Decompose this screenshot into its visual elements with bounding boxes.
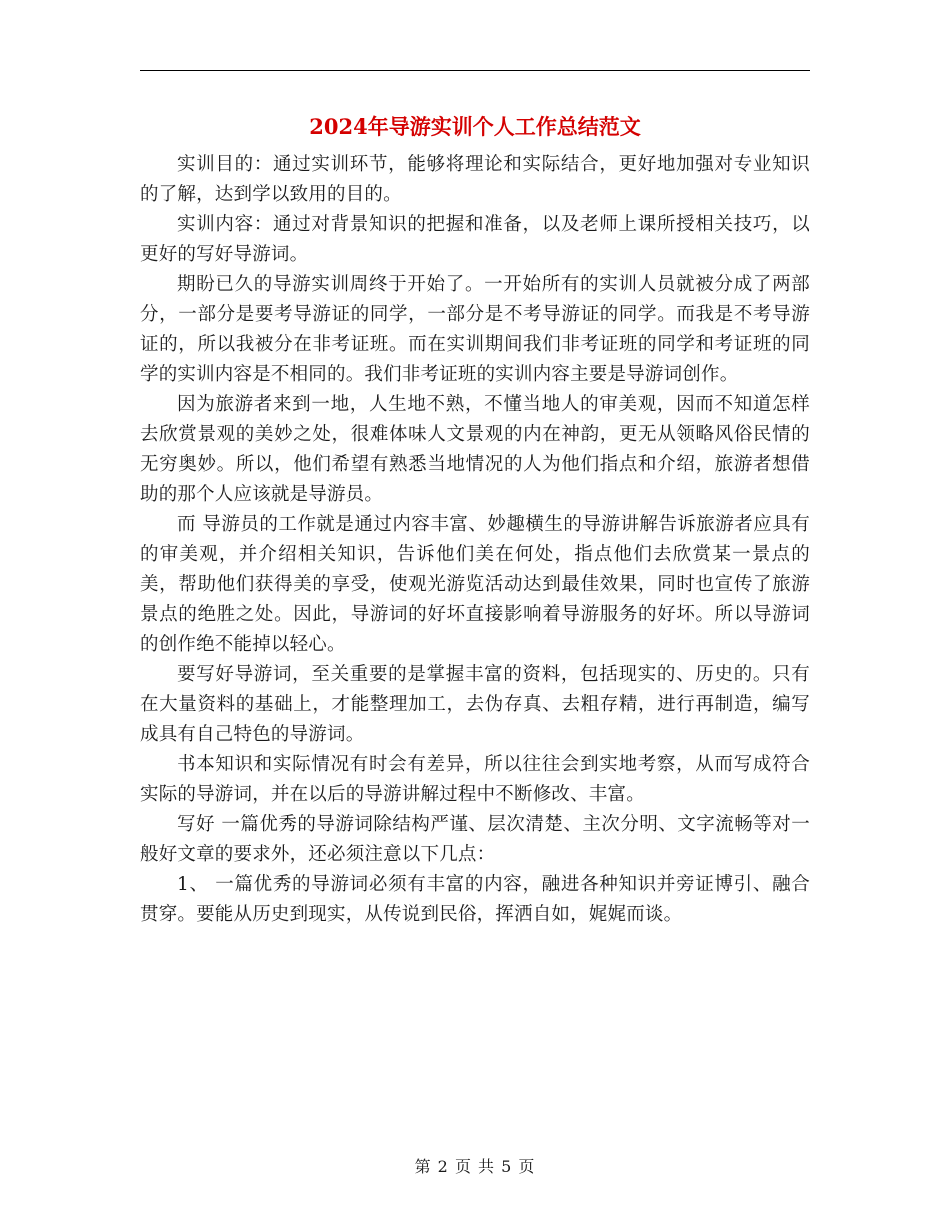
paragraph-training-content: 实训内容：通过对背景知识的把握和准备，以及老师上课所授相关技巧，以更好的写好导游词。	[140, 214, 810, 265]
document-title: 2024年导游实训个人工作总结范文	[309, 114, 641, 139]
header-rule	[140, 70, 810, 71]
paragraph-field-study: 书本知识和实际情况有时会有差异，所以往往会到实地考察，从而写成符合实际的导游词，并在以后的导游讲解过程中不断修改、丰富。	[140, 754, 810, 805]
paragraph-training-purpose: 实训目的：通过实训环节，能够将理论和实际结合，更好地加强对专业知识的了解，达到学以致用的目的。	[140, 154, 810, 205]
document-body	[140, 150, 810, 930]
paragraph-materials: 要写好导游词，至关重要的是掌握丰富的资料，包括现实的、历史的。只有在大量资料的基础上，才能整理加工，去伪存真、去粗存精，进行再制造，编写成具有自己特色的导游词。	[140, 664, 810, 745]
paragraph-writing-requirements: 写好 一篇优秀的导游词除结构严谨、层次清楚、主次分明、文字流畅等对一般好文章的要求外，还必须注意以下几点：	[140, 814, 810, 865]
paragraph-guide-role: 而 导游员的工作就是通过内容丰富、妙趣横生的导游讲解告诉旅游者应具有的审美观，并介绍相关知识，告诉他们美在何处，指点他们去欣赏某一景点的美，帮助他们获得美的享受，使观光游览活动达到最佳效果，同时也宣传了旅游景点的绝胜之处。因此，导游词的好坏直接影响着导游服务的好坏。所以导游词的创作绝不能掉以轻心。	[140, 514, 810, 655]
paragraph-tourist-needs: 因为旅游者来到一地，人生地不熟，不懂当地人的审美观，因而不知道怎样去欣赏景观的美妙之处，很难体味人文景观的内在神韵，更无从领略风俗民情的无穷奥妙。所以，他们希望有熟悉当地情况的人为他们指点和介绍，旅游者想借助的那个人应该就是导游员。	[140, 394, 810, 505]
paragraph-training-week: 期盼已久的导游实训周终于开始了。一开始所有的实训人员就被分成了两部分，一部分是要考导游证的同学，一部分是不考导游证的同学。而我是不考导游证的，所以我被分在非考证班。而在实训期间我们非考证班的同学和考证班的同学的实训内容是不相同的。我们非考证班的实训内容主要是导游词创作。	[140, 274, 810, 385]
paragraph-point-one: 1、 一篇优秀的导游词必须有丰富的内容，融进各种知识并旁证博引、融合贯穿。要能从历史到现实，从传说到民俗，挥洒自如，娓娓而谈。	[140, 874, 810, 925]
page-number: 第 2 页 共 5 页	[414, 1157, 536, 1176]
